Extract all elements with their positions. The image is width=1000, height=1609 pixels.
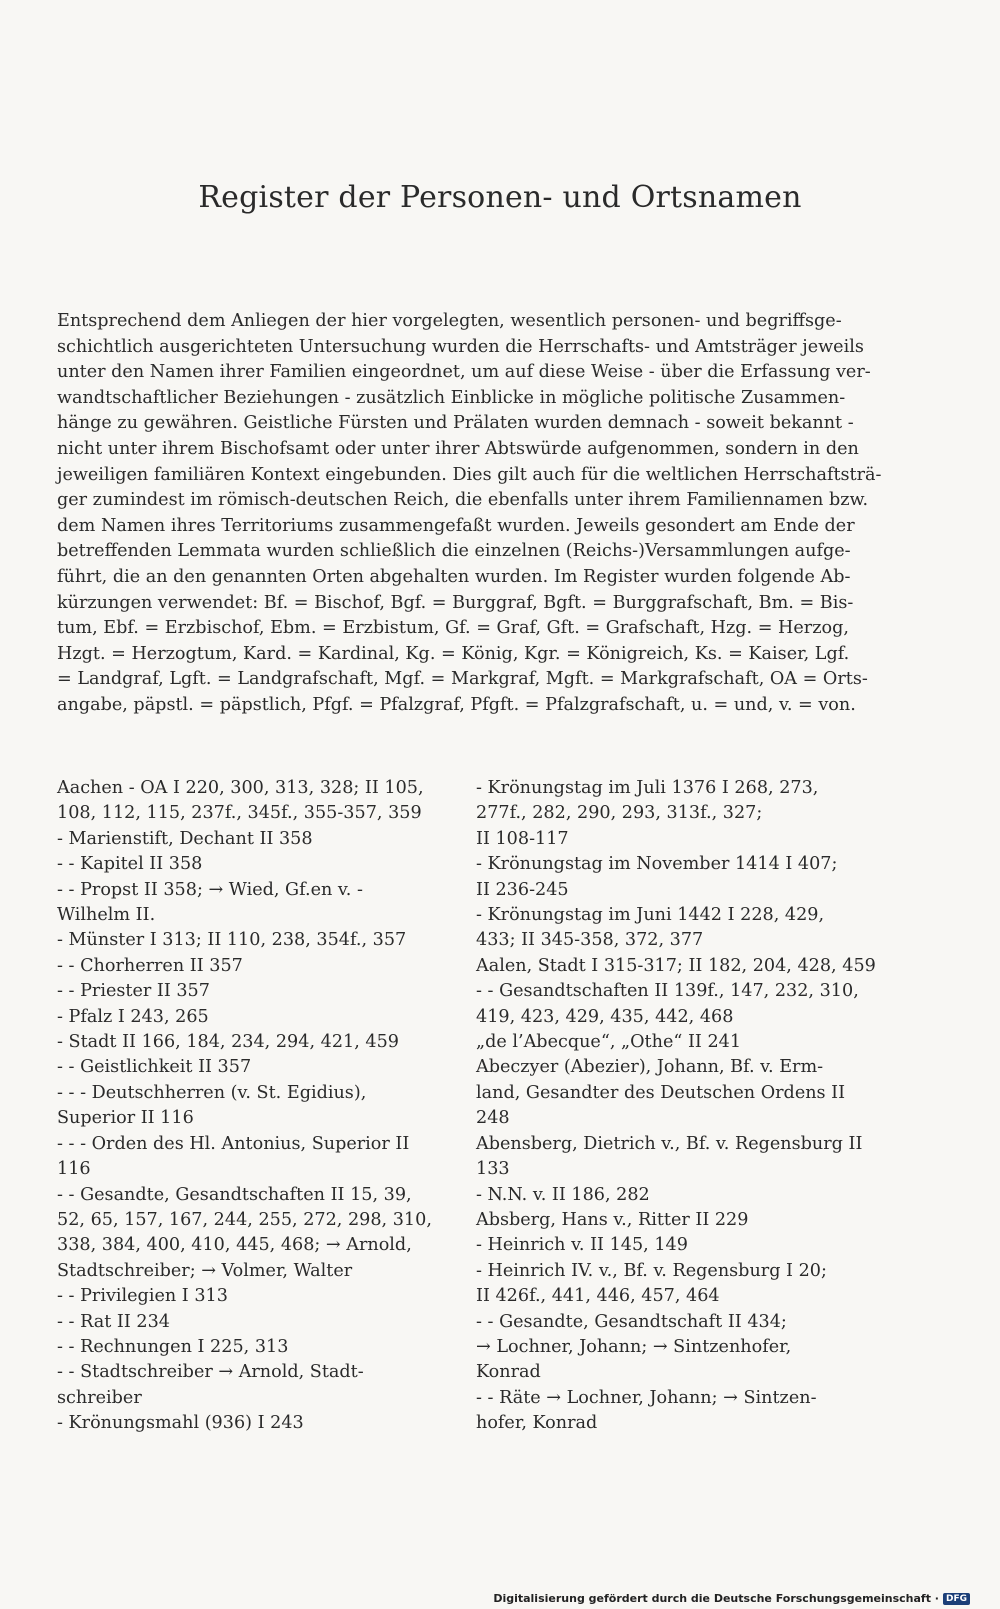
intro-line: angabe, päpstl. = päpstlich, Pfgf. = Pfalzgraf, Pfgft. = Pfalzgrafschaft, u. = und, v. = von. — [57, 694, 856, 715]
index-entry — [57, 1310, 447, 1335]
index-entry — [476, 903, 876, 954]
index-entry — [476, 1132, 876, 1183]
index-entry — [476, 954, 876, 979]
index-entry — [57, 1005, 447, 1030]
index-entry-line: - - Rechnungen I 225, 313 — [57, 1336, 289, 1357]
index-entry-line: Stadtschreiber; → Volmer, Walter — [57, 1260, 353, 1281]
index-entry-line: - - Stadtschreiber → Arnold, Stadt- — [57, 1362, 364, 1383]
index-entry-line: 52, 65, 157, 167, 244, 255, 272, 298, 310, — [57, 1209, 432, 1230]
index-entry — [57, 1183, 447, 1285]
index-entry-line: - Krönungstag im Juni 1442 I 228, 429, — [476, 905, 825, 926]
index-entry — [57, 1030, 447, 1055]
index-entry — [57, 827, 447, 852]
intro-line: führt, die an den genannten Orten abgehalten wurden. Im Register wurden folgende Ab- — [57, 566, 851, 587]
index-entry-line: - - Privilegien I 313 — [57, 1286, 228, 1307]
index-entry-line: - - Gesandtschaften II 139f., 147, 232, 310, — [476, 981, 859, 1002]
index-entry — [476, 1233, 876, 1258]
index-entry-line: II 108-117 — [476, 828, 569, 849]
index-column-right — [476, 776, 876, 1437]
index-entry — [476, 1183, 876, 1208]
intro-line: jeweiligen familiären Kontext eingebunden. Dies gilt auch für die weltlichen Herrschaftsträ- — [57, 464, 882, 485]
index-entry-line: - - - Orden des Hl. Antonius, Superior II — [57, 1133, 410, 1154]
index-entry-line: schreiber — [57, 1387, 142, 1408]
intro-line: dem Namen ihres Territoriums zusammengefaßt wurden. Jeweils gesondert am Ende der — [57, 515, 855, 536]
index-entry-line: Wilhelm II. — [57, 905, 156, 926]
index-entry — [57, 954, 447, 979]
footer-credit — [493, 1592, 970, 1605]
index-entry — [476, 852, 876, 903]
index-entry — [476, 1310, 876, 1386]
index-entry — [57, 852, 447, 877]
index-entry-line: „de l’Abecque“, „Othe“ II 241 — [476, 1032, 742, 1053]
intro-line: betreffenden Lemmata wurden schließlich die einzelnen (Reichs-)Versammlungen aufge- — [57, 541, 851, 562]
index-entry-line: - - - Deutschherren (v. St. Egidius), — [57, 1082, 367, 1103]
index-entry-line: 248 — [476, 1108, 510, 1129]
intro-line: nicht unter ihrem Bischofsamt oder unter ihrer Abtswürde aufgenommen, sondern in den — [57, 438, 859, 459]
index-entry — [57, 1284, 447, 1309]
index-entry-line: 133 — [476, 1159, 510, 1180]
index-entry-line: Aachen - OA I 220, 300, 313, 328; II 105, — [57, 778, 424, 798]
index-entry-line: - - Rat II 234 — [57, 1311, 170, 1332]
index-entry-line: - - Räte → Lochner, Johann; → Sintzen- — [476, 1387, 817, 1408]
index-entry-line: Absberg, Hans v., Ritter II 229 — [476, 1209, 749, 1230]
footer-text: Digitalisierung gefördert durch die Deutsche Forschungsgemeinschaft · — [493, 1592, 939, 1605]
index-entry-line: land, Gesandter des Deutschen Ordens II — [476, 1082, 846, 1103]
index-entry-line: - Pfalz I 243, 265 — [57, 1006, 209, 1027]
index-entry — [57, 928, 447, 953]
index-entry-line: hofer, Konrad — [476, 1413, 598, 1434]
index-entry-line: Superior II 116 — [57, 1108, 194, 1129]
index-entry-line: - - Gesandte, Gesandtschaften II 15, 39, — [57, 1184, 412, 1205]
index-entry-line: Konrad — [476, 1362, 541, 1383]
index-entry-line: - Stadt II 166, 184, 234, 294, 421, 459 — [57, 1032, 399, 1053]
index-entry-line: 108, 112, 115, 237f., 345f., 355-357, 359 — [57, 803, 422, 824]
dfg-logo: DFG — [943, 1593, 970, 1605]
index-entry-line: - - Geistlichkeit II 357 — [57, 1057, 252, 1078]
index-entry — [57, 1360, 447, 1411]
page-title: Register der Personen- und Ortsnamen — [198, 180, 802, 215]
intro-line: Entsprechend dem Anliegen der hier vorgelegten, wesentlich personen- und begriffsge- — [57, 311, 842, 331]
intro-line: Hzgt. = Herzogtum, Kard. = Kardinal, Kg. = König, Kgr. = Königreich, Ks. = Kaiser, Lgf. — [57, 643, 850, 664]
intro-line: schichtlich ausgerichteten Untersuchung wurden die Herrschafts- und Amtsträger jeweils — [57, 336, 864, 357]
intro-line: hänge zu gewähren. Geistliche Fürsten und Prälaten wurden demnach - soweit bekannt - — [57, 413, 854, 434]
index-entry-line: 433; II 345-358, 372, 377 — [476, 930, 704, 951]
intro-line: kürzungen verwendet: Bf. = Bischof, Bgf. = Burggraf, Bgft. = Burggrafschaft, Bm. = Bis- — [57, 592, 854, 613]
index-entry-line: - - Priester II 357 — [57, 981, 210, 1002]
intro-line: = Landgraf, Lgft. = Landgrafschaft, Mgf. = Markgraf, Mgft. = Markgrafschaft, OA = Orts- — [57, 669, 868, 690]
index-entry — [57, 1411, 447, 1436]
index-entry-line: 277f., 282, 290, 293, 313f., 327; — [476, 803, 763, 824]
index-entry-line: - Marienstift, Dechant II 358 — [57, 828, 313, 849]
index-entry-line: II 426f., 441, 446, 457, 464 — [476, 1286, 720, 1307]
index-entry-line: - - Propst II 358; → Wied, Gf.en v. - — [57, 879, 363, 900]
index-entry-line: Abensberg, Dietrich v., Bf. v. Regensburg II — [476, 1133, 863, 1154]
intro-line: unter den Namen ihrer Familien eingeordnet, um auf diese Weise - über die Erfassung ver- — [57, 362, 871, 383]
index-entry — [57, 878, 447, 929]
index-entry — [476, 776, 876, 852]
index-entry — [476, 1208, 876, 1233]
index-entry — [476, 1386, 876, 1437]
index-entry — [476, 1055, 876, 1131]
index-entry-line: - Krönungstag im Juli 1376 I 268, 273, — [476, 778, 819, 798]
index-entry — [57, 979, 447, 1004]
index-entry-line: → Lochner, Johann; → Sintzenhofer, — [476, 1336, 792, 1357]
index-entry-line: - Heinrich v. II 145, 149 — [476, 1235, 688, 1256]
intro-paragraph — [57, 309, 882, 719]
index-column-left — [57, 776, 447, 1437]
index-entry-line: - - Kapitel II 358 — [57, 854, 203, 875]
index-entry-line: - Münster I 313; II 110, 238, 354f., 357 — [57, 930, 407, 951]
intro-line: tum, Ebf. = Erzbischof, Ebm. = Erzbistum, Gf. = Graf, Gft. = Grafschaft, Hzg. = Herzog, — [57, 618, 849, 639]
index-entry-line: 419, 423, 429, 435, 442, 468 — [476, 1006, 734, 1027]
index-entry — [476, 1259, 876, 1310]
index-entry-line: - Heinrich IV. v., Bf. v. Regensburg I 20; — [476, 1260, 827, 1281]
index-entry-line: - Krönungstag im November 1414 I 407; — [476, 854, 838, 875]
index-entry — [57, 1055, 447, 1080]
index-entry — [57, 776, 447, 827]
index-entry-line: - N.N. v. II 186, 282 — [476, 1184, 650, 1205]
index-entry-line: II 236-245 — [476, 879, 569, 900]
index-entry-line: 338, 384, 400, 410, 445, 468; → Arnold, — [57, 1235, 412, 1256]
index-entry-line: - - Chorherren II 357 — [57, 955, 243, 976]
index-entry — [57, 1132, 447, 1183]
index-entry-line: Abeczyer (Abezier), Johann, Bf. v. Erm- — [476, 1057, 824, 1078]
intro-line: wandtschaftlicher Beziehungen - zusätzlich Einblicke in mögliche politische Zusammen- — [57, 387, 846, 408]
index-entry — [57, 1081, 447, 1132]
index-entry-line: Aalen, Stadt I 315-317; II 182, 204, 428, 459 — [476, 955, 876, 976]
index-entry-line: 116 — [57, 1159, 91, 1180]
index-entry-line: - - Gesandte, Gesandtschaft II 434; — [476, 1311, 787, 1332]
index-entry — [476, 979, 876, 1030]
index-entry-line: - Krönungsmahl (936) I 243 — [57, 1413, 304, 1434]
index-entry — [57, 1335, 447, 1360]
intro-line: ger zumindest im römisch-deutschen Reich, die ebenfalls unter ihrem Familiennamen bzw. — [57, 490, 869, 511]
index-entry — [476, 1030, 876, 1055]
